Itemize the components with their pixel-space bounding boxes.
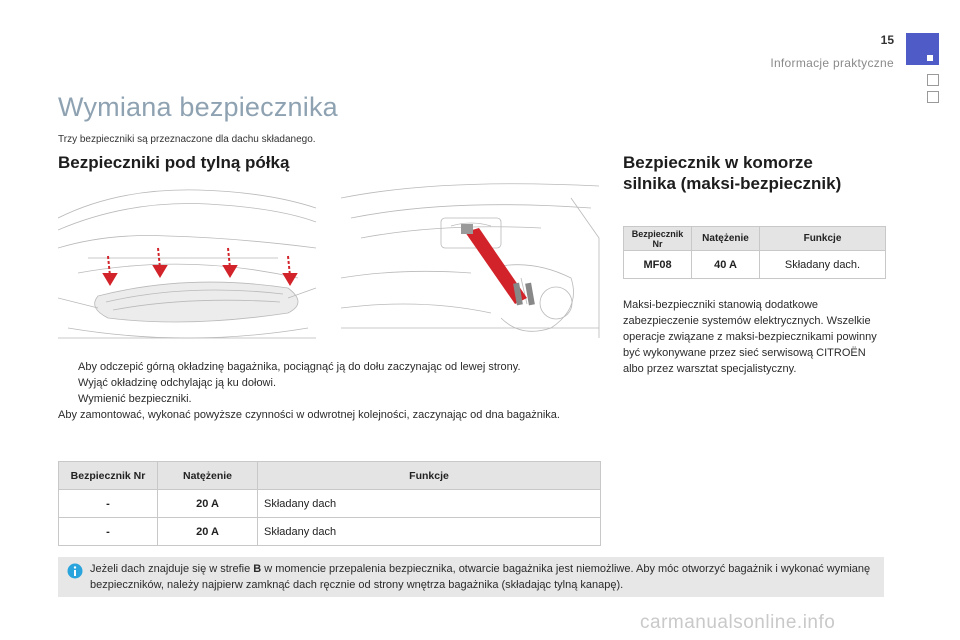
column-header: Bezpiecznik Nr — [624, 227, 692, 251]
table-header — [624, 227, 886, 251]
bullet-text: Aby odczepić górną okładzinę bagażnika, pociągnąć ją do dołu zaczynając od lewej strony. — [78, 361, 521, 373]
table-row — [59, 490, 601, 518]
bullet-item — [58, 359, 598, 375]
right-heading — [623, 152, 841, 194]
table-cell: Składany dach. — [760, 251, 886, 279]
bullet-text: Wyjąć okładzinę odchylając ją ku dołowi. — [78, 377, 276, 389]
right-heading-line: Bezpiecznik w komorze — [623, 153, 813, 172]
note-zone: B — [253, 563, 262, 575]
section-title: Informacje praktyczne — [770, 56, 894, 70]
instructions — [58, 359, 598, 423]
maxi-fuse-text: Maksi-bezpieczniki stanowią dodatkowe zabezpieczenie systemów elektrycznych. Wszelkie operacje związane z maksi-bezpiecznikami powinny być wykonywane przez sieć serwisową CITROËN albo przez warsztat specjalistyczny. — [623, 299, 877, 375]
right-heading-line: silnika (maksi-bezpiecznik) — [623, 174, 842, 193]
info-note — [58, 557, 884, 597]
table-cell: 20 A — [158, 490, 258, 518]
table-header — [59, 462, 601, 490]
fuse-table-engine — [623, 226, 886, 279]
column-header: Funkcje — [258, 462, 601, 490]
section-tab-active[interactable] — [906, 33, 939, 65]
column-header: Bezpiecznik Nr — [59, 462, 158, 490]
section-tab[interactable] — [927, 74, 939, 86]
intro-text: Trzy bezpieczniki są przeznaczone dla dachu składanego. — [58, 134, 316, 145]
table-cell: - — [59, 518, 158, 546]
table-row — [624, 251, 886, 279]
table-cell: Składany dach — [258, 518, 601, 546]
bullet-text: Wymienić bezpieczniki. — [78, 393, 192, 405]
table-cell: 40 A — [692, 251, 760, 279]
table-cell: 20 A — [158, 518, 258, 546]
info-icon — [67, 563, 83, 579]
table-cell: - — [59, 490, 158, 518]
trunk-shelf-illustration — [58, 178, 318, 346]
watermark: carmanualsonline.info — [640, 612, 836, 633]
column-header: Natężenie — [692, 227, 760, 251]
table-row — [59, 518, 601, 546]
page-title: Wymiana bezpiecznika — [58, 92, 338, 122]
bullet-item — [58, 391, 598, 407]
left-heading: Bezpieczniki pod tylną półką — [58, 153, 290, 172]
table-cell: Składany dach — [258, 490, 601, 518]
page-number: 15 — [880, 33, 894, 47]
reassembly-text: Aby zamontować, wykonać powyższe czynności w odwrotnej kolejności, zaczynając od dna bagażnika. — [58, 409, 560, 421]
note-text: w momencie przepalenia bezpiecznika, otwarcie bagażnika jest niemożliwe. Aby móc otworzyć bagażnik i wykonać wymianę bezpieczników, należy najpierw zamknąć dach ręcznie od strony wnętrza bagażnika (składając tylną kanapę). — [90, 563, 871, 591]
column-header: Funkcje — [760, 227, 886, 251]
column-header: Natężenie — [158, 462, 258, 490]
engine-compartment-illustration — [341, 178, 601, 346]
section-tab[interactable] — [927, 91, 939, 103]
bullet-item — [58, 375, 598, 391]
note-text: Jeżeli dach znajduje się w strefie — [90, 563, 254, 575]
table-cell: MF08 — [624, 251, 692, 279]
fuse-table-rear — [58, 461, 601, 546]
